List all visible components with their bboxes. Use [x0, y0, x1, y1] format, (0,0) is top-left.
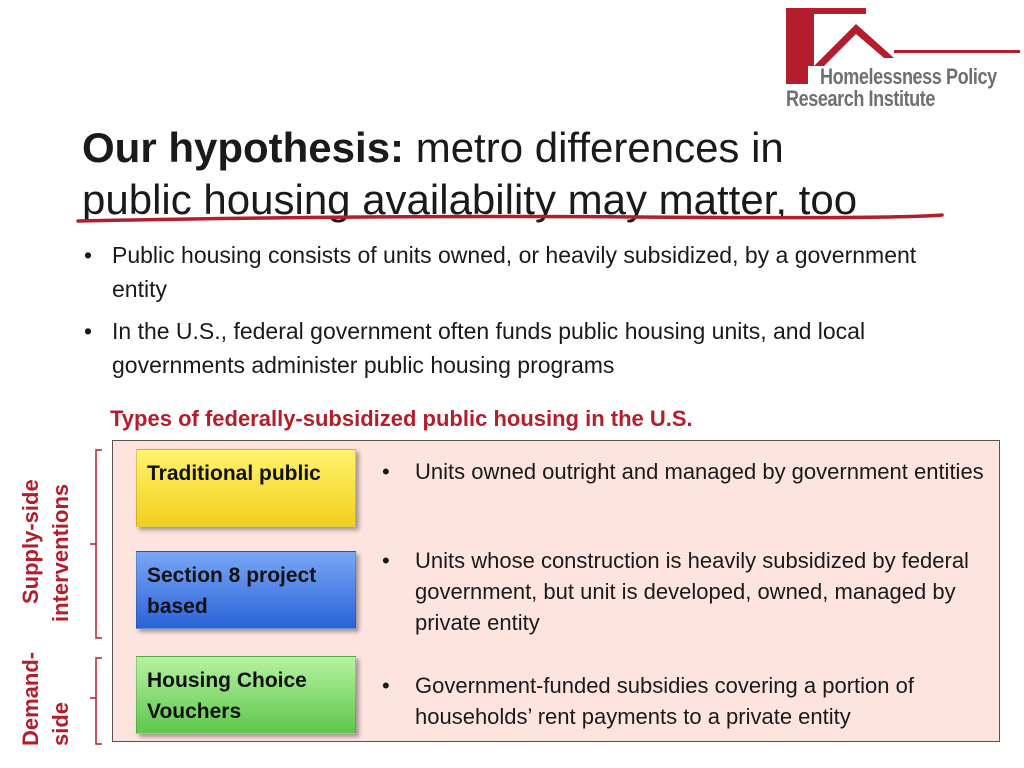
hpri-logo: [784, 6, 1020, 112]
type-traditional-public: Traditional public: [136, 449, 356, 527]
page-title: [82, 124, 784, 172]
intro-bullets: [82, 238, 962, 390]
description-item: • Units whose construction is heavily subsidized by federal government, but unit is developed, owned, managed by private entity: [380, 545, 995, 638]
title-line2: public housing availability may matter, too: [82, 176, 858, 223]
logo-text-line1: Homelessness Policy: [820, 64, 997, 89]
type-section8-project-based: Section 8 project based: [136, 551, 356, 629]
logo-text-line2: Research Institute: [786, 86, 936, 111]
description-item: • Units owned outright and managed by government entities: [380, 456, 995, 487]
title-bold: Our hypothesis:: [82, 124, 405, 171]
title-underline: [76, 211, 944, 225]
demand-label-line2: side: [48, 701, 73, 746]
desc-vouchers: [380, 670, 995, 732]
grouping-brackets: [88, 448, 108, 748]
description-item: • Government-funded subsidies covering a portion of households’ rent payments to a private entity: [380, 670, 995, 732]
desc-traditional: [380, 456, 995, 487]
demand-bracket: [90, 658, 102, 744]
demand-label-line1: Demand-: [18, 651, 43, 746]
type-housing-choice-vouchers: Housing Choice Vouchers: [136, 656, 356, 734]
desc-section8: [380, 545, 995, 638]
types-heading: Types of federally-subsidized public housing in the U.S.: [110, 406, 693, 431]
supply-bracket: [90, 450, 102, 638]
title-rest: metro differences in: [404, 124, 784, 171]
bullet-item: • In the U.S., federal government often funds public housing units, and local governments administer public housing programs: [82, 314, 962, 382]
bullet-item: • Public housing consists of units owned, or heavily subsidized, by a government entity: [82, 238, 962, 306]
supply-label-line1: Supply-side: [18, 479, 43, 604]
supply-label-line2: interventions: [48, 483, 73, 622]
